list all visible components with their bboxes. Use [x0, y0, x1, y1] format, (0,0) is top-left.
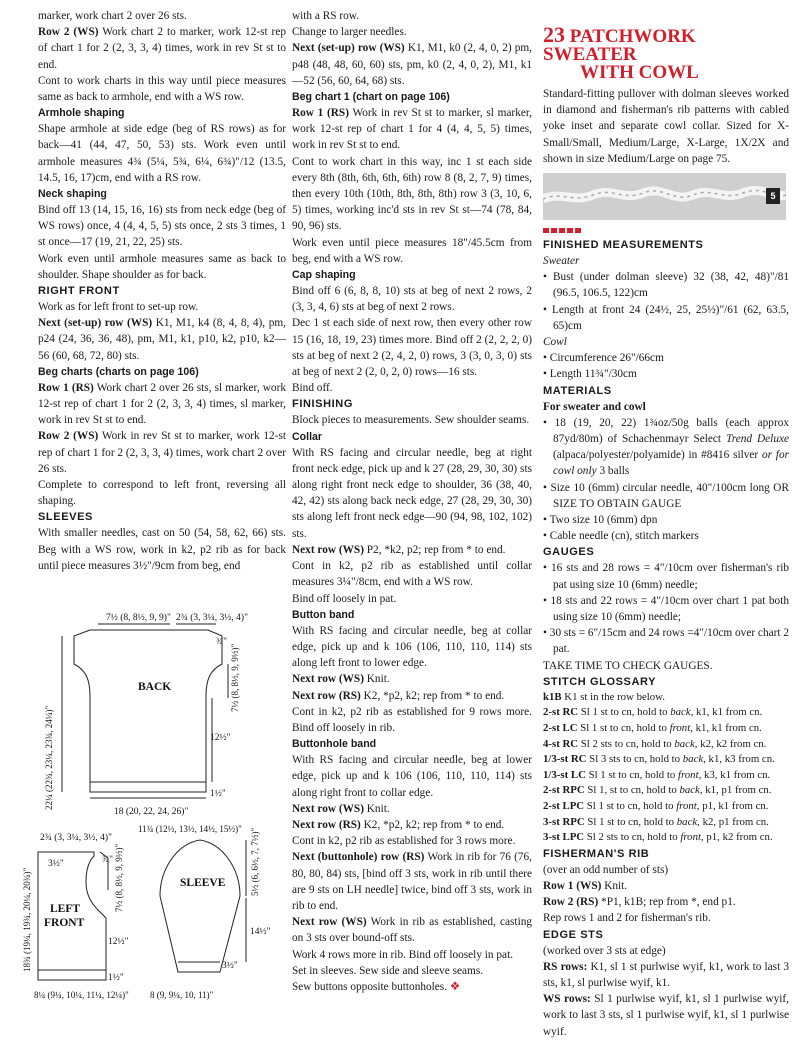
subheading-beg-charts: Beg charts (charts on page 106) [38, 365, 199, 378]
paragraph [38, 380, 286, 429]
row-label: Next row (WS) [292, 543, 364, 556]
glossary-entry: 3-st LPC Sl 2 sts to cn, hold to front, p1, k2 from cn. [543, 831, 773, 844]
heading-edge-sts: EDGE STS [543, 928, 604, 941]
paragraph [292, 688, 532, 704]
row-text: Sew buttons opposite buttonholes. [292, 980, 448, 993]
glossary-term: k1B [543, 690, 562, 703]
row-text: K1, M1, k4 (8, 4, 8, 4), pm, p24 (24, 36, 36, 48), pm, M1, k1, p10, k2, p10, k2—56 (60, 68, 72, 80) sts. [38, 317, 286, 362]
paragraph: Work even until piece measures 18"/45.5cm from beg, end with a WS row. [292, 236, 532, 265]
paragraph: Bind off 13 (14, 15, 16, 16) sts from neck edge (beg of WS rows) once, 4 (4, 4, 5, 5) sts once, 2 sts 3 times, 1 st once—17 (19, 21, 22, 25) sts. [38, 204, 286, 249]
paragraph: WS rows: Sl 1 purlwise wyif, k1, sl 1 purlwise wyif, work to last 3 sts, sl 1 purlwise wyif, k1, sl 1 purlwise wyif. [543, 993, 789, 1038]
paragraph: Cont in k2, p2 rib as established until collar measures 3¼"/8cm, end with a WS row. [292, 560, 532, 589]
sleeve-dim-top: 11¾ (12½, 13½, 14½, 15½)" [138, 824, 242, 834]
glossary-term: 2-st RPC [543, 784, 585, 797]
subheading-button-band: Button band [292, 608, 355, 621]
column-middle [292, 8, 532, 995]
glossary-entry: 1/3-st LC Sl 1 st to cn, hold to front, k3, k1 from cn. [543, 768, 771, 781]
subheading-buttonhole-band: Buttonhole band [292, 738, 377, 751]
paragraph: Cont in k2, p2 rib as established for 3 rows more. [292, 835, 516, 848]
front-dim-top: 2¾ (3, 3¼, 3½, 4)" [40, 833, 112, 843]
row-text: K1, M1, k0 (2, 4, 0, 2) pm, p48 (48, 48, 60, 60) sts, pm, k0 (2, 4, 0, 2), M1, k1—52 (56, 60, 64, 68) sts. [292, 42, 532, 87]
glossary-entry: 2-st RPC Sl 1, st to cn, hold to back, k1, p1 from cn. [543, 784, 772, 797]
paragraph: Work as for left front to set-up row. [38, 301, 199, 314]
front-dim-rib: 1½" [108, 973, 124, 983]
paragraph: Change to larger needles. [292, 26, 407, 39]
row-label: Next (set-up) row (WS) [292, 42, 405, 55]
paragraph: (worked over 3 sts at edge) [543, 944, 666, 957]
row-label: Next row (RS) [292, 818, 361, 831]
glossary-entry: 4-st RC Sl 2 sts to cn, hold to back, k2, k2 from cn. [543, 737, 767, 750]
glossary-entry: 2-st LC Sl 1 st to cn, hold to front, k1, k1 from cn. [543, 722, 762, 735]
glossary-term: 3-st RPC [543, 815, 585, 828]
row-label: Next row (WS) [292, 802, 364, 815]
front-label-line2: FRONT [44, 917, 85, 929]
label-sweater: Sweater [543, 255, 580, 268]
front-dim-width: 8¼ (9¼, 10¼, 11¼, 12¼)" [34, 990, 129, 1000]
row-label: Row 1 (RS) [292, 107, 349, 120]
back-dim-width: 18 (20, 22, 24, 26)" [114, 807, 189, 817]
paragraph: (over an odd number of sts) [543, 863, 669, 876]
front-dim-side: 12½" [108, 937, 129, 947]
row-label: Row 2 (WS) [38, 430, 99, 443]
glossary-term: 3-st LPC [543, 831, 585, 844]
measurement-item: • Circumference 26"/66cm [543, 352, 664, 365]
paragraph: Work even until armhole measures same as back to shoulder. Shape shoulder as for back. [38, 252, 286, 281]
sleeve-dim-width: 8 (9, 9¼, 10, 11)" [150, 990, 214, 1000]
skill-level-badge: 5 [766, 188, 780, 204]
paragraph: RS rows: K1, sl 1 st purlwise wyif, k1, work to last 3 sts, k1, sl purlwise wyif, k1. [543, 960, 789, 990]
heading-fishermans-rib: FISHERMAN'S RIB [543, 847, 650, 860]
back-dim-side: 12½" [210, 733, 231, 743]
stitch-glossary-list [543, 690, 789, 846]
paragraph [38, 315, 286, 364]
gauge-item: • 30 sts = 6"/15cm and 24 rows =4"/10cm over chart 2 pat. [543, 627, 789, 656]
paragraph: Work 4 rows more in rib. Bind off loosely in pat. [292, 948, 514, 961]
pattern-number: 23 [543, 22, 565, 47]
paragraph [38, 428, 286, 477]
glossary-term: 1/3-st RC [543, 753, 587, 766]
measurement-item: • Length 11¾"/30cm [543, 368, 637, 381]
paragraph: Cont to work chart in this way, inc 1 st each side every 8th (8th, 6th, 6th, 6th) row 8 (8, 2, 7, 9) times, then every 10th (10th, 8th, 8th, 8th) row 3 (3, 10, 6, 5) times, working inc'd sts in rev St st—74 (78, 84, 90, 96) sts. [292, 155, 532, 233]
gauge-note: TAKE TIME TO CHECK GAUGES. [543, 659, 713, 672]
paragraph: Dec 1 st each side of next row, then every other row 15 (16, 18, 19, 23) times more. Bind off 2 (2, 2, 2, 0) sts at beg of next 2 (2, 4, 2, 0) rows, 3 (3, 0, 3, 0) sts at beg of next 2 (2, 0, 2, 0) rows—16 sts. [292, 317, 532, 379]
paragraph [292, 849, 532, 914]
paragraph: With RS facing and circular needle, beg at lower edge, pick up and k 106 (106, 110, 110, 114) sts along right front to collar edge. [292, 754, 532, 799]
paragraph: marker, work chart 2 over 26 sts. [38, 10, 187, 22]
row-text: P2, *k2, p2; rep from * to end. [363, 543, 506, 556]
measurement-item: • Length at front 24 (24½, 25, 25½)"/61 (62, 63.5, 65)cm [543, 303, 789, 332]
back-label: BACK [138, 681, 172, 693]
paragraph: Block pieces to measurements. Sew shoulder seams. [292, 414, 530, 427]
material-item: • Size 10 (6mm) circular needle, 40"/100cm long OR SIZE TO OBTAIN GAUGE [543, 481, 789, 510]
glossary-entry: k1B K1 st in the row below. [543, 690, 665, 703]
end-mark-icon: ❖ [449, 980, 460, 993]
paragraph: Row 1 (WS) Knit. [543, 880, 628, 893]
paragraph: Rep rows 1 and 2 for fisherman's rib. [543, 912, 711, 925]
paragraph [292, 105, 532, 154]
paragraph [38, 24, 286, 73]
subheading-armhole-shaping: Armhole shaping [38, 107, 125, 120]
material-item: • 18 (19, 20, 22) 1¾oz/50g balls (each approx 87yd/80m) of Schachenmayr Select Trend Deluxe (alpaca/polyester/polyamide) in #8416 silver or for cowl only 3 balls [543, 416, 789, 478]
paragraph: Cont to work charts in this way until piece measures same as back to armhole, end with a WS row. [38, 74, 286, 104]
back-dim-armhole: 7½ (8, 8½, 9, 9½)" [230, 643, 240, 712]
paragraph: Bind off 6 (6, 8, 8, 10) sts at beg of next 2 rows, 2 (3, 3, 4, 6) sts at beg of next 2 rows. [292, 285, 532, 314]
measurement-item: • Bust (under dolman sleeve) 32 (38, 42, 48)"/81 (96.5, 106.5, 122)cm [543, 271, 789, 300]
sleeve-label: SLEEVE [180, 877, 226, 889]
paragraph: With RS facing and circular needle, beg at collar edge, pick up and k 106 (106, 110, 110, 114) sts along left front to lower edge. [292, 624, 532, 670]
glossary-entry: 1/3-st RC Sl 3 sts to cn, hold to back, k1, k3 from cn. [543, 753, 775, 766]
row-text: K2, *p2, k2; rep from * to end. [360, 689, 505, 702]
paragraph [292, 542, 532, 558]
row-text: Work in rib for 76 (76, 80, 80, 84) sts, [bind off 3 sts, work in rib until there are 9 sts on LH needle] twice, bind off 3 sts, work in rib to end. [292, 851, 533, 912]
row-text: Knit. [363, 673, 390, 686]
paragraph [292, 40, 532, 89]
row-label: Next (buttonhole) row (RS) [292, 851, 425, 864]
paragraph [292, 979, 532, 995]
back-dim-length: 22¼ (22¾, 23¼, 23¾, 24¼)" [44, 705, 54, 810]
heading-sleeves: SLEEVES [38, 511, 93, 524]
subheading-cap-shaping: Cap shaping [292, 269, 356, 282]
paragraph [292, 671, 532, 687]
row-text: Work in rev St st to marker, work 12-st rep of chart 1 for 2 (2, 3, 3, 4) times, work chart 2 over 26 sts. [38, 430, 287, 475]
pattern-title [543, 22, 789, 83]
back-outline [74, 630, 222, 792]
row-label: Next (set-up) row (WS) [38, 317, 153, 330]
back-dim-top-left: 7½ (8, 8½, 9, 9)" [106, 613, 171, 623]
row-text: Work chart 2 to marker, work 12-st rep of chart 1 for 2 (2, 3, 3, 4) times, work in rev St st to end. [38, 26, 286, 71]
paragraph: Set in sleeves. Sew side and sleeve seams. [292, 964, 484, 977]
front-dim-shoulder: ¾" [102, 855, 114, 865]
sleeve-dim-side: 14½" [250, 927, 271, 937]
paragraph: with a RS row. [292, 10, 360, 22]
paragraph: With RS facing and circular needle, beg at right front neck edge, pick up and k 27 (28, 29, 30, 30) sts along right front neck edge to shoulder, 36 (38, 40, 42, 42) sts along back neck edge, 27 (28, 29, 30, 30) sts along left front neck edge—90 (94, 98, 102, 102) sts. [292, 446, 532, 540]
row-label: Next row (RS) [292, 689, 361, 702]
paragraph: Bind off. [292, 382, 333, 395]
paragraph: Bind off loosely in pat. [292, 592, 397, 605]
glossary-term: 2-st LC [543, 722, 578, 735]
column-left [38, 8, 286, 574]
paragraph: Row 2 (RS) *P1, k1B; rep from *, end p1. [543, 896, 736, 909]
paragraph: Cont in k2, p2 rib as established for 9 rows more. Bind off loosely in rib. [292, 705, 532, 734]
title-line2: WITH COWL [580, 62, 699, 83]
row-label: Row 2 (WS) [38, 26, 99, 39]
sleeve-dim-cuff: 3½" [222, 961, 238, 971]
heading-stitch-glossary: STITCH GLOSSARY [543, 675, 657, 688]
intro-paragraph: Standard-fitting pullover with dolman sleeves worked in diamond and fisherman's rib patterns with cabled yoke inset and separate cowl collar. Sized for X-Small/Small, Medium/Large, X-Large, 1X/2X and shown in size Medium/Large on page 75. [543, 88, 789, 165]
gauge-item: • 16 sts and 28 rows = 4"/10cm over fisherman's rib pat using size 10 (6mm) needle; [543, 562, 789, 591]
glossary-entry: 2-st LPC Sl 1 st to cn, hold to front, p1, k1 from cn. [543, 800, 769, 813]
front-dim-length: 18¾ (19¼, 19¾, 20¼, 20¾)" [22, 867, 32, 972]
heading-right-front: RIGHT FRONT [38, 285, 120, 298]
paragraph [292, 914, 532, 946]
row-text: Work in rev St st to marker, sl marker, work 12-st rep of chart 1 for 4 (4, 4, 5, 5) times, work in rev St st to end. [292, 107, 532, 152]
title-line1: PATCHWORK SWEATER [543, 26, 696, 65]
yarn-strand-icon [543, 173, 786, 220]
row-label: Row 1 (RS) [38, 381, 94, 394]
paragraph [292, 817, 532, 833]
back-dim-rib: 1½" [210, 789, 226, 799]
row-text: K2, *p2, k2; rep from * to end. [360, 818, 505, 831]
paragraph: Complete to correspond to left front, reversing all shaping. [38, 479, 286, 508]
label-cowl: Cowl [543, 336, 567, 349]
yarn-swatch-image [543, 173, 786, 220]
back-dim-top-right: 2¾ (3, 3¼, 3½, 4)" [176, 613, 248, 623]
glossary-entry: 2-st RC Sl 1 st to cn, hold to back, k1, k1 from cn. [543, 706, 763, 719]
subheading-neck-shaping: Neck shaping [38, 188, 107, 201]
front-label-line1: LEFT [50, 903, 81, 915]
row-text: Knit. [363, 802, 390, 815]
front-outline [38, 852, 106, 980]
front-dim-armhole: 7½ (8, 8½, 9, 9½)" [114, 843, 124, 912]
paragraph: Shape armhole at side edge (beg of RS rows) as for back—41 (44, 47, 50, 53) sts. Work even until armhole measures 4¾ (5¼, 5¾, 6¼, 6¾)"/12 (13.5, 14.5, 16, 17)cm, end with a RS row. [38, 123, 286, 184]
glossary-entry: 3-st RPC Sl 1 st to cn, hold to back, k2, p1 from cn. [543, 815, 769, 828]
paragraph [292, 801, 532, 817]
glossary-term: 2-st LPC [543, 800, 585, 813]
material-item: • Two size 10 (6mm) dpn [543, 514, 658, 527]
back-dim-shoulder: ¾" [216, 637, 228, 647]
column-right [543, 22, 789, 1040]
heading-gauges: GAUGES [543, 546, 595, 559]
gauge-item: • 18 sts and 22 rows = 4"/10cm over chart 1 pat both using size 10 (6mm) needle; [543, 594, 789, 624]
subheading-collar: Collar [292, 430, 323, 443]
row-text: Work chart 2 over 26 sts, sl marker, work 12-st rep of chart 1 for 2 (2, 3, 3, 4) times, sl marker, work in rev St st to end. [38, 381, 286, 427]
materials-subheading: For sweater and cowl [543, 400, 646, 413]
sleeve-outline [160, 840, 240, 972]
glossary-term: 4-st RC [543, 737, 579, 750]
paragraph: With smaller needles, cast on 50 (54, 58, 62, 66) sts. Beg with a WS row, work in k2, p2 rib as for back until piece measures 3½"/9cm from beg, end [38, 527, 286, 572]
row-label: Next row (WS) [292, 673, 364, 686]
heading-finishing: FINISHING [292, 398, 354, 411]
sleeve-dim-cap: 5½ (6, 6½, 7, 7½)" [250, 827, 260, 896]
heading-finished-measurements: FINISHED MEASUREMENTS [543, 239, 704, 252]
section-divider [543, 228, 789, 233]
front-dim-neck: 3½" [48, 859, 64, 869]
heading-materials: MATERIALS [543, 384, 612, 397]
subheading-beg-chart-1: Beg chart 1 (chart on page 106) [292, 91, 450, 104]
row-text: Work in rib as established, casting on 3 sts over bound-off sts. [292, 916, 533, 945]
glossary-term: 2-st RC [543, 706, 579, 719]
material-item: • Cable needle (cn), stitch markers [543, 530, 699, 543]
schematic-diagram [10, 600, 290, 1030]
row-label: Next row (WS) [292, 916, 367, 929]
glossary-term: 1/3-st LC [543, 768, 586, 781]
